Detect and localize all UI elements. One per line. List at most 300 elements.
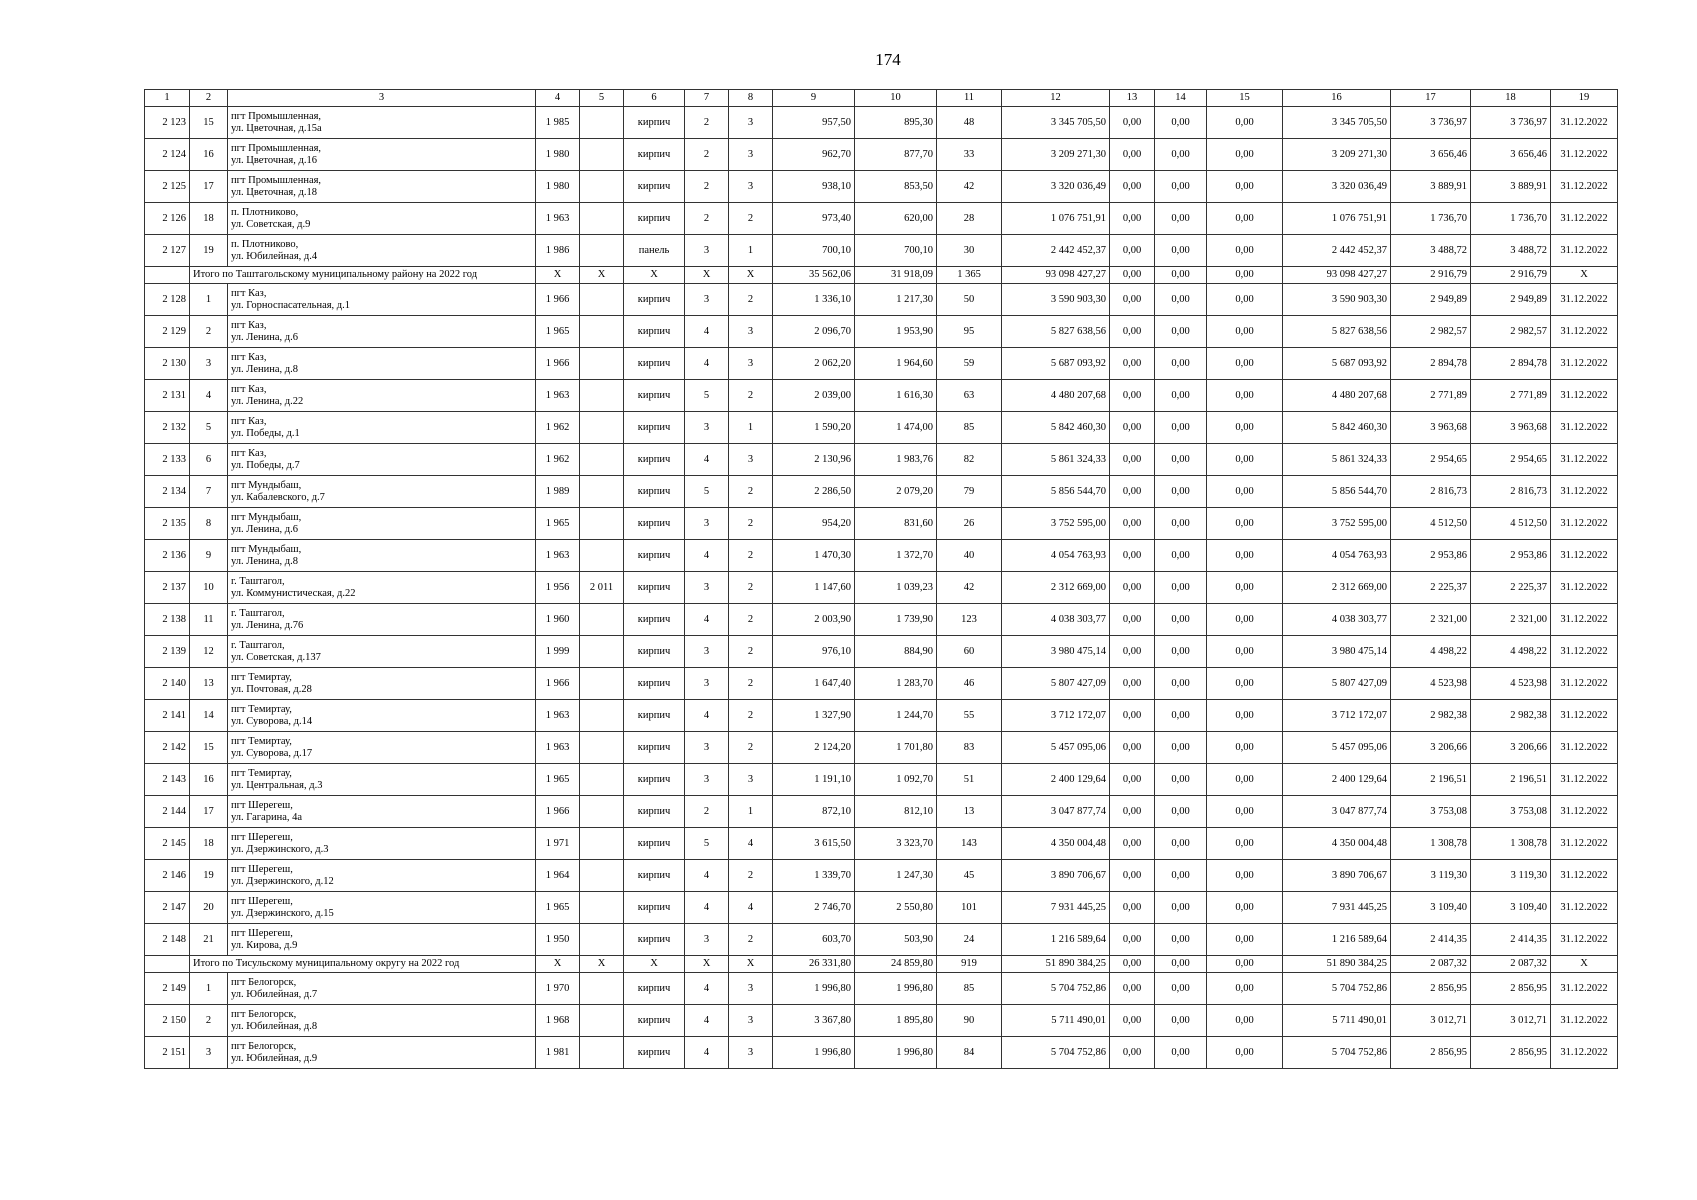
table-cell: 1 701,80	[855, 732, 937, 764]
table-cell: 4 038 303,77	[1283, 604, 1391, 636]
table-cell: 0,00	[1155, 412, 1207, 444]
table-cell: 3 656,46	[1391, 139, 1471, 171]
address-cell: пгт Белогорск, ул. Юбилейная, д.9	[228, 1037, 536, 1069]
address-cell: п. Плотниково, ул. Юбилейная, д.4	[228, 235, 536, 267]
table-cell: 1 965	[536, 764, 580, 796]
table-cell: 2 856,95	[1471, 1037, 1551, 1069]
table-cell: 2	[190, 316, 228, 348]
table-cell: 4	[685, 316, 729, 348]
table-cell: 2 312 669,00	[1283, 572, 1391, 604]
table-cell: 0,00	[1155, 348, 1207, 380]
address-cell: пгт Каз, ул. Ленина, д.22	[228, 380, 536, 412]
total-cell: 51 890 384,25	[1283, 956, 1391, 973]
table-cell: 2 400 129,64	[1002, 764, 1110, 796]
table-cell: 1 964,60	[855, 348, 937, 380]
table-cell	[580, 796, 624, 828]
total-cell: Х	[685, 267, 729, 284]
table-cell: 4	[685, 973, 729, 1005]
table-cell	[580, 540, 624, 572]
table-cell: 1 950	[536, 924, 580, 956]
column-header: 15	[1207, 90, 1283, 107]
table-cell: 2 321,00	[1391, 604, 1471, 636]
address-cell: пгт Каз, ул. Ленина, д.6	[228, 316, 536, 348]
address-cell: пгт Каз, ул. Ленина, д.8	[228, 348, 536, 380]
table-row	[145, 348, 1618, 380]
table-cell: 2 150	[145, 1005, 190, 1037]
table-cell: 1 985	[536, 107, 580, 139]
table-cell: 0,00	[1110, 1037, 1155, 1069]
table-cell: 2 856,95	[1391, 1037, 1471, 1069]
table-cell: 42	[937, 572, 1002, 604]
table-cell: 83	[937, 732, 1002, 764]
table-cell: 4 512,50	[1471, 508, 1551, 540]
table-cell: 4	[685, 892, 729, 924]
table-cell: 31.12.2022	[1551, 1037, 1618, 1069]
table-row	[145, 668, 1618, 700]
table-cell	[580, 732, 624, 764]
table-cell: 2	[729, 203, 773, 235]
table-cell: 84	[937, 1037, 1002, 1069]
table-cell: 2	[685, 796, 729, 828]
table-cell: 1	[729, 796, 773, 828]
table-cell: 0,00	[1155, 316, 1207, 348]
table-cell: 0,00	[1155, 171, 1207, 203]
table-cell: 2 550,80	[855, 892, 937, 924]
column-header: 6	[624, 90, 685, 107]
table-cell: 1 962	[536, 412, 580, 444]
table-cell: 0,00	[1207, 700, 1283, 732]
table-cell: 1	[190, 973, 228, 1005]
table-cell: 2 143	[145, 764, 190, 796]
table-cell: 976,10	[773, 636, 855, 668]
table-cell: кирпич	[624, 476, 685, 508]
table-cell: 31.12.2022	[1551, 1005, 1618, 1037]
table-cell: 17	[190, 171, 228, 203]
table-cell: 1 244,70	[855, 700, 937, 732]
table-cell: 5 687 093,92	[1002, 348, 1110, 380]
table-cell	[580, 668, 624, 700]
table-row	[145, 316, 1618, 348]
table-row	[145, 284, 1618, 316]
table-cell: 0,00	[1155, 444, 1207, 476]
table-cell: 0,00	[1207, 604, 1283, 636]
table-cell: 5 704 752,86	[1002, 1037, 1110, 1069]
address-cell: г. Таштагол, ул. Ленина, д.76	[228, 604, 536, 636]
table-cell: 1	[729, 412, 773, 444]
total-cell: 0,00	[1155, 956, 1207, 973]
table-cell: 1 981	[536, 1037, 580, 1069]
address-cell: пгт Мундыбаш, ул. Кабалевского, д.7	[228, 476, 536, 508]
table-cell: панель	[624, 235, 685, 267]
total-cell: Х	[729, 267, 773, 284]
table-cell: 5	[190, 412, 228, 444]
table-cell: 0,00	[1155, 1005, 1207, 1037]
address-cell: пгт Темиртау, ул. Суворова, д.17	[228, 732, 536, 764]
table-cell: 31.12.2022	[1551, 412, 1618, 444]
table-cell: 1 247,30	[855, 860, 937, 892]
table-cell: 4 523,98	[1471, 668, 1551, 700]
table-cell: 1 647,40	[773, 668, 855, 700]
table-cell: 1 895,80	[855, 1005, 937, 1037]
column-number-row	[145, 90, 1618, 107]
table-cell: 0,00	[1207, 171, 1283, 203]
table-cell: 9	[190, 540, 228, 572]
table-cell: 4	[685, 1037, 729, 1069]
table-cell: 700,10	[773, 235, 855, 267]
table-cell: 101	[937, 892, 1002, 924]
table-cell: 4	[685, 1005, 729, 1037]
table-cell: 895,30	[855, 107, 937, 139]
table-cell: 2 147	[145, 892, 190, 924]
table-cell: 3 320 036,49	[1283, 171, 1391, 203]
table-cell: 31.12.2022	[1551, 139, 1618, 171]
table-cell	[580, 892, 624, 924]
table-cell: 2 144	[145, 796, 190, 828]
table-cell: 2 062,20	[773, 348, 855, 380]
table-cell: 831,60	[855, 508, 937, 540]
page-number: 174	[875, 50, 901, 69]
table-cell	[580, 139, 624, 171]
table-cell	[580, 636, 624, 668]
table-cell: 2 151	[145, 1037, 190, 1069]
address-cell: пгт Каз, ул. Горноспасательная, д.1	[228, 284, 536, 316]
table-cell: 0,00	[1110, 668, 1155, 700]
table-cell: 0,00	[1207, 203, 1283, 235]
table-cell: 4 480 207,68	[1283, 380, 1391, 412]
table-cell: 0,00	[1155, 1037, 1207, 1069]
table-cell: 1 216 589,64	[1283, 924, 1391, 956]
table-cell: 4 480 207,68	[1002, 380, 1110, 412]
table-cell: 1 964	[536, 860, 580, 892]
table-cell: 853,50	[855, 171, 937, 203]
table-cell: 3 109,40	[1391, 892, 1471, 924]
table-cell: 2 856,95	[1391, 973, 1471, 1005]
table-row	[145, 973, 1618, 1005]
table-cell: 0,00	[1207, 1037, 1283, 1069]
table-cell: 42	[937, 171, 1002, 203]
table-cell: 1 739,90	[855, 604, 937, 636]
table-cell: 3 712 172,07	[1002, 700, 1110, 732]
table-cell: 1 474,00	[855, 412, 937, 444]
table-cell: 31.12.2022	[1551, 380, 1618, 412]
table-cell: 10	[190, 572, 228, 604]
table-cell: 1 968	[536, 1005, 580, 1037]
table-cell: 31.12.2022	[1551, 828, 1618, 860]
total-cell: 93 098 427,27	[1283, 267, 1391, 284]
column-header: 11	[937, 90, 1002, 107]
table-cell: 1 996,80	[773, 973, 855, 1005]
table-cell: 0,00	[1110, 700, 1155, 732]
table-cell	[580, 1037, 624, 1069]
table-cell: 2	[685, 139, 729, 171]
table-cell: 2	[190, 1005, 228, 1037]
table-cell: 18	[190, 828, 228, 860]
total-cell: 31 918,09	[855, 267, 937, 284]
table-cell: 3	[685, 924, 729, 956]
table-cell: 0,00	[1110, 139, 1155, 171]
table-cell: 19	[190, 860, 228, 892]
table-cell: кирпич	[624, 107, 685, 139]
table-cell: 3	[729, 139, 773, 171]
table-cell: 0,00	[1110, 892, 1155, 924]
table-cell: 3 615,50	[773, 828, 855, 860]
table-cell: 3	[729, 171, 773, 203]
table-cell: 1 996,80	[855, 1037, 937, 1069]
table-cell: 0,00	[1207, 668, 1283, 700]
table-cell: 2	[729, 604, 773, 636]
table-cell: 957,50	[773, 107, 855, 139]
table-cell: 50	[937, 284, 1002, 316]
table-cell: 2 135	[145, 508, 190, 540]
table-row	[145, 700, 1618, 732]
table-cell	[580, 860, 624, 892]
table-cell: 0,00	[1155, 828, 1207, 860]
table-cell: 1 965	[536, 892, 580, 924]
address-cell: пгт Каз, ул. Победы, д.1	[228, 412, 536, 444]
table-cell: 2 414,35	[1391, 924, 1471, 956]
table-cell: кирпич	[624, 348, 685, 380]
table-cell: 2 133	[145, 444, 190, 476]
table-cell: 31.12.2022	[1551, 700, 1618, 732]
table-cell: 0,00	[1207, 924, 1283, 956]
table-cell: 954,20	[773, 508, 855, 540]
table-cell: 14	[190, 700, 228, 732]
table-cell: 0,00	[1207, 107, 1283, 139]
table-cell: 3	[685, 412, 729, 444]
table-cell: 3 367,80	[773, 1005, 855, 1037]
table-cell: 3 209 271,30	[1283, 139, 1391, 171]
table-cell: 2	[729, 924, 773, 956]
table-cell: кирпич	[624, 764, 685, 796]
table-cell: 812,10	[855, 796, 937, 828]
table-cell: кирпич	[624, 572, 685, 604]
table-cell: 2 003,90	[773, 604, 855, 636]
address-cell: пгт Темиртау, ул. Суворова, д.14	[228, 700, 536, 732]
table-cell: 5 861 324,33	[1002, 444, 1110, 476]
table-cell: кирпич	[624, 316, 685, 348]
table-cell: 2 125	[145, 171, 190, 203]
table-cell: 31.12.2022	[1551, 924, 1618, 956]
total-cell: 2 916,79	[1391, 267, 1471, 284]
register-table	[144, 89, 1618, 1069]
table-cell: кирпич	[624, 604, 685, 636]
table-cell: 0,00	[1110, 284, 1155, 316]
table-row	[145, 924, 1618, 956]
table-cell: 2 414,35	[1471, 924, 1551, 956]
table-cell: 0,00	[1110, 508, 1155, 540]
table-cell: 2 312 669,00	[1002, 572, 1110, 604]
table-cell: 90	[937, 1005, 1002, 1037]
table-cell: 2 816,73	[1391, 476, 1471, 508]
table-cell: 31.12.2022	[1551, 973, 1618, 1005]
table-cell: 5 856 544,70	[1002, 476, 1110, 508]
column-header: 14	[1155, 90, 1207, 107]
table-cell: кирпич	[624, 892, 685, 924]
table-cell: 2 096,70	[773, 316, 855, 348]
table-cell: 3 119,30	[1391, 860, 1471, 892]
table-cell: 0,00	[1207, 540, 1283, 572]
table-cell: 0,00	[1207, 139, 1283, 171]
table-cell: 2	[685, 107, 729, 139]
table-cell: 0,00	[1110, 348, 1155, 380]
table-cell: 1 970	[536, 973, 580, 1005]
table-cell	[580, 444, 624, 476]
table-cell: 3 109,40	[1471, 892, 1551, 924]
table-cell: 7 931 445,25	[1283, 892, 1391, 924]
column-header: 18	[1471, 90, 1551, 107]
table-cell: 17	[190, 796, 228, 828]
address-cell: пгт Шерегеш, ул. Гагарина, 4а	[228, 796, 536, 828]
table-cell: 2 141	[145, 700, 190, 732]
table-cell: 3 590 903,30	[1002, 284, 1110, 316]
table-cell: 3	[685, 572, 729, 604]
table-cell: 31.12.2022	[1551, 732, 1618, 764]
table-cell: 0,00	[1155, 700, 1207, 732]
table-cell: 0,00	[1110, 540, 1155, 572]
table-cell: 1 217,30	[855, 284, 937, 316]
table-cell: кирпич	[624, 139, 685, 171]
table-cell: 0,00	[1110, 572, 1155, 604]
table-row	[145, 1005, 1618, 1037]
table-cell: 3 209 271,30	[1002, 139, 1110, 171]
table-cell: 0,00	[1110, 107, 1155, 139]
table-cell: 5 457 095,06	[1002, 732, 1110, 764]
table-cell: 2	[729, 732, 773, 764]
table-cell: 1 965	[536, 316, 580, 348]
table-cell: 3	[729, 444, 773, 476]
table-cell: 4 523,98	[1391, 668, 1471, 700]
column-header: 12	[1002, 90, 1110, 107]
column-header: 10	[855, 90, 937, 107]
table-cell: 31.12.2022	[1551, 572, 1618, 604]
table-cell: 4	[729, 828, 773, 860]
table-cell	[580, 316, 624, 348]
table-cell: 1 191,10	[773, 764, 855, 796]
table-row	[145, 203, 1618, 235]
table-cell: 2 894,78	[1471, 348, 1551, 380]
table-cell: кирпич	[624, 203, 685, 235]
column-header: 2	[190, 90, 228, 107]
table-cell: 0,00	[1207, 316, 1283, 348]
address-cell: пгт Шерегеш, ул. Дзержинского, д.15	[228, 892, 536, 924]
table-cell: 3	[729, 316, 773, 348]
table-cell: 1 956	[536, 572, 580, 604]
table-cell: 2 816,73	[1471, 476, 1551, 508]
address-cell: пгт Шерегеш, ул. Дзержинского, д.3	[228, 828, 536, 860]
table-cell: 31.12.2022	[1551, 348, 1618, 380]
table-cell: 0,00	[1110, 828, 1155, 860]
table-cell: кирпич	[624, 924, 685, 956]
table-cell: кирпич	[624, 171, 685, 203]
table-cell: 5 861 324,33	[1283, 444, 1391, 476]
table-cell: 2 079,20	[855, 476, 937, 508]
table-row	[145, 764, 1618, 796]
table-row	[145, 636, 1618, 668]
table-cell: 1 590,20	[773, 412, 855, 444]
table-cell: 45	[937, 860, 1002, 892]
table-cell: 0,00	[1155, 732, 1207, 764]
total-cell: 0,00	[1155, 267, 1207, 284]
table-cell: 4 054 763,93	[1002, 540, 1110, 572]
total-cell: 35 562,06	[773, 267, 855, 284]
table-cell: 1 971	[536, 828, 580, 860]
table-cell: 3 753,08	[1391, 796, 1471, 828]
table-row	[145, 139, 1618, 171]
address-cell: пгт Мундыбаш, ул. Ленина, д.6	[228, 508, 536, 540]
table-cell: 2 130,96	[773, 444, 855, 476]
table-cell: 3	[685, 636, 729, 668]
address-cell: пгт Промышленная, ул. Цветочная, д.18	[228, 171, 536, 203]
table-cell	[580, 700, 624, 732]
table-cell: 12	[190, 636, 228, 668]
table-cell: 31.12.2022	[1551, 892, 1618, 924]
table-cell: 0,00	[1110, 171, 1155, 203]
table-cell: 5 704 752,86	[1002, 973, 1110, 1005]
table-cell: 2 982,38	[1391, 700, 1471, 732]
table-cell: 3	[685, 284, 729, 316]
table-cell: 31.12.2022	[1551, 235, 1618, 267]
table-row	[145, 828, 1618, 860]
table-row	[145, 412, 1618, 444]
total-cell: 2 087,32	[1391, 956, 1471, 973]
table-cell: 5 827 638,56	[1002, 316, 1110, 348]
table-cell: 0,00	[1207, 860, 1283, 892]
table-cell: 31.12.2022	[1551, 540, 1618, 572]
table-cell: 3 890 706,67	[1283, 860, 1391, 892]
table-cell: 3 890 706,67	[1002, 860, 1110, 892]
table-cell: 0,00	[1110, 444, 1155, 476]
table-cell: 2 746,70	[773, 892, 855, 924]
table-cell: 3	[729, 1005, 773, 1037]
table-cell: 0,00	[1110, 636, 1155, 668]
table-row	[145, 732, 1618, 764]
table-cell: 2	[729, 860, 773, 892]
table-cell: 0,00	[1155, 764, 1207, 796]
table-cell: 0,00	[1155, 604, 1207, 636]
table-cell: 2 196,51	[1471, 764, 1551, 796]
table-cell: 2 894,78	[1391, 348, 1471, 380]
table-cell: 1 963	[536, 380, 580, 412]
table-cell: 51	[937, 764, 1002, 796]
table-cell: 3	[685, 668, 729, 700]
table-cell: 2 771,89	[1391, 380, 1471, 412]
table-cell: 3 736,97	[1391, 107, 1471, 139]
table-cell: 2 131	[145, 380, 190, 412]
table-cell	[580, 973, 624, 1005]
table-cell: 1 983,76	[855, 444, 937, 476]
table-cell: 3	[685, 732, 729, 764]
table-row	[145, 380, 1618, 412]
table-cell: 3 963,68	[1471, 412, 1551, 444]
table-row	[145, 892, 1618, 924]
total-cell: Х	[580, 267, 624, 284]
table-cell: 1 470,30	[773, 540, 855, 572]
table-cell: 63	[937, 380, 1002, 412]
total-cell: Х	[580, 956, 624, 973]
table-row	[145, 604, 1618, 636]
table-cell: 3 889,91	[1471, 171, 1551, 203]
table-cell: кирпич	[624, 828, 685, 860]
table-cell: 3	[729, 107, 773, 139]
table-cell: 85	[937, 973, 1002, 1005]
table-cell: 1 736,70	[1391, 203, 1471, 235]
table-cell: 0,00	[1110, 732, 1155, 764]
address-cell: г. Таштагол, ул. Коммунистическая, д.22	[228, 572, 536, 604]
table-cell: 2 954,65	[1471, 444, 1551, 476]
table-cell: 2 130	[145, 348, 190, 380]
table-cell: 3 656,46	[1471, 139, 1551, 171]
table-cell: 0,00	[1155, 508, 1207, 540]
